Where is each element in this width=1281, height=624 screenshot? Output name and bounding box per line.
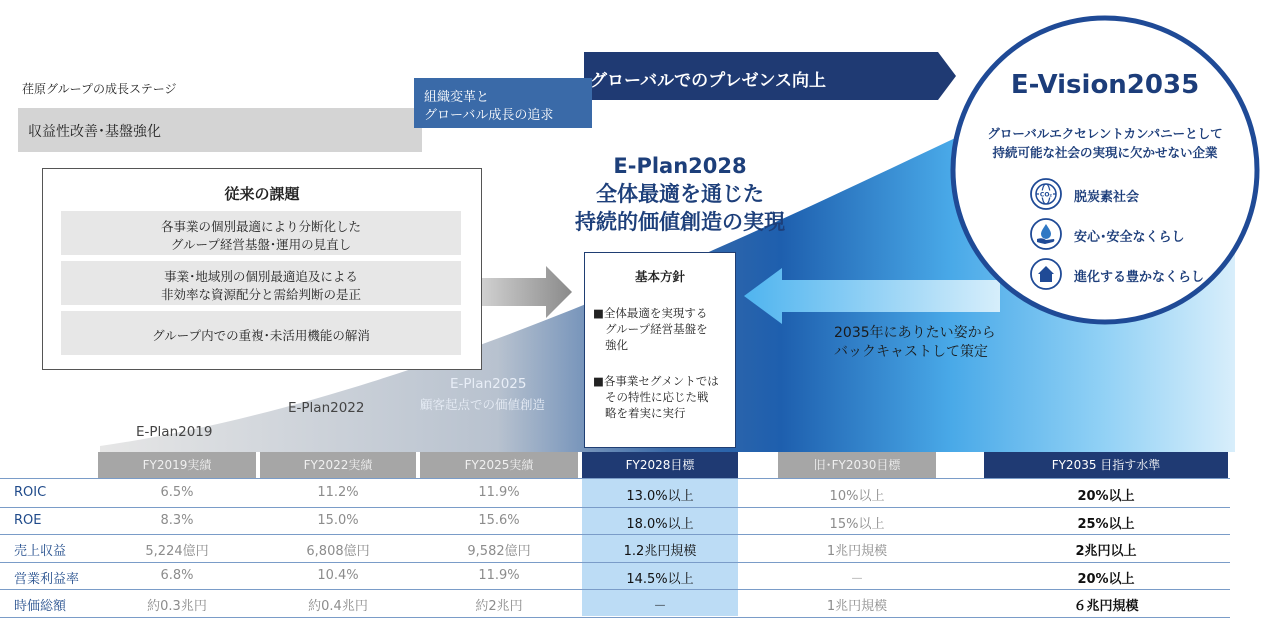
- eplan2025-subtitle: 顧客起点での価値創造: [420, 397, 546, 412]
- row-label: ROE: [14, 512, 42, 528]
- table-divider: [0, 478, 1230, 479]
- table-cell: 9,582億円: [467, 544, 531, 559]
- stage-bar-text: 収益性改善･基盤強化: [28, 124, 161, 140]
- stage-bar-profitability: [18, 108, 422, 152]
- stage-org-change: [414, 78, 592, 128]
- table-cell: 1兆円規模: [826, 599, 888, 614]
- org-change-line-2: グローバル成長の追求: [424, 108, 554, 123]
- header-fy2035: FY2035 目指す水準: [984, 452, 1228, 478]
- table-divider: [0, 589, 1230, 590]
- table-cell: －: [653, 599, 667, 614]
- row-label: 時価総額: [14, 599, 67, 614]
- header-fy2028: FY2028目標: [582, 452, 738, 478]
- table-cell: 5,224億円: [145, 544, 209, 559]
- row-label: 営業利益率: [14, 571, 80, 587]
- table-cell: 2兆円以上: [1075, 544, 1137, 559]
- table-cell: 約2兆円: [475, 599, 523, 614]
- table-cell: 15.6%: [478, 512, 520, 528]
- gray-right-arrow: [482, 266, 572, 318]
- policy-line: その特性に応じた戦: [605, 390, 709, 404]
- table-cell: 15%以上: [829, 516, 885, 532]
- eplan2028-title: [530, 152, 830, 236]
- policy-line: 略を着実に実行: [605, 406, 686, 420]
- issues-title: 従来の課題: [224, 185, 300, 203]
- goal-safe-living: 安心･安全なくらし: [1074, 230, 1185, 245]
- table-cell: 1兆円規模: [826, 544, 888, 559]
- table-cell: 13.0%以上: [626, 489, 694, 504]
- eplan2028-line: 持続的価値創造の実現: [575, 210, 785, 234]
- vision-subtitle-line: 持続可能な社会の実現に欠かせない企業: [992, 145, 1218, 160]
- table-cell: 20%以上: [1077, 571, 1135, 587]
- goal-decarbonized-society: 脱炭素社会: [1074, 190, 1140, 205]
- row-label: 売上収益: [14, 544, 67, 559]
- table-divider: [0, 534, 1230, 535]
- policy-line: ■全体最適を実現する: [593, 306, 708, 320]
- house-icon: [1030, 258, 1062, 290]
- header-fy2025: FY2025実績: [420, 452, 578, 478]
- table-cell: 10%以上: [829, 489, 885, 504]
- issue-item-line: グループ内での重複･未活用機能の解消: [152, 328, 370, 343]
- growth-stage-label: 荏原グループの成長ステージ: [22, 82, 177, 96]
- table-divider: [0, 562, 1230, 563]
- policy-line: 強化: [605, 338, 628, 352]
- issue-item-line: 各事業の個別最適により分断化した: [160, 219, 361, 234]
- backcast-line: 2035年にありたい姿から: [834, 325, 996, 341]
- eplan2025-label: E-Plan2025: [450, 376, 527, 392]
- svg-text:CO₂: CO₂: [1039, 191, 1053, 199]
- table-divider: [0, 617, 1230, 618]
- table-cell: 6,808億円: [306, 544, 370, 559]
- vision-title: E-Vision2035: [1010, 70, 1200, 100]
- eplan2022-label: E-Plan2022: [288, 400, 365, 416]
- issue-item-line: グループ経営基盤･運用の見直し: [170, 237, 352, 252]
- basic-policy-box: [584, 252, 736, 448]
- table-cell: 15.0%: [317, 512, 359, 528]
- eplan2028-line: E-Plan2028: [613, 154, 747, 178]
- vision-subtitle-line: グローバルエクセレントカンパニーとして: [987, 126, 1223, 141]
- table-cell: 1.2兆円規模: [623, 544, 697, 559]
- issue-item: [61, 261, 461, 305]
- goal-rich-living: 進化する豊かなくらし: [1074, 270, 1205, 285]
- header-fy2019: FY2019実績: [98, 452, 256, 478]
- issue-item-line: 非効率な資源配分と需給判断の是正: [160, 287, 361, 302]
- table-cell: 約0.4兆円: [308, 599, 368, 614]
- table-cell: 11.9%: [478, 485, 520, 500]
- backcast-line: バックキャストして策定: [834, 344, 988, 360]
- backcast-note: [834, 324, 996, 362]
- table-cell: 6.8%: [160, 567, 194, 583]
- table-cell: 8.3%: [160, 512, 194, 528]
- table-cell: 20%以上: [1077, 489, 1135, 504]
- issues-box: [42, 168, 482, 370]
- issue-item: [61, 311, 461, 355]
- table-cell: 18.0%以上: [626, 516, 694, 532]
- table-cell: 14.5%以上: [626, 571, 694, 587]
- global-presence-title: グローバルでのプレゼンス向上: [590, 71, 826, 91]
- table-cell: 11.9%: [478, 567, 520, 583]
- table-cell: －: [850, 571, 864, 587]
- table-divider: [0, 507, 1230, 508]
- water-drop-hand-icon: [1030, 218, 1062, 250]
- basic-policy-title: 基本方針: [634, 269, 685, 284]
- table-cell: 約0.3兆円: [147, 599, 207, 614]
- eplan2028-line: 全体最適を通じた: [596, 182, 764, 206]
- table-cell: 11.2%: [317, 485, 359, 500]
- table-cell: 10.4%: [317, 567, 359, 583]
- table-cell: ６兆円規模: [1073, 599, 1139, 614]
- header-fy2022: FY2022実績: [260, 452, 416, 478]
- issue-item-line: 事業･地域別の個別最適追及による: [164, 269, 358, 284]
- policy-line: ■各事業セグメントでは: [593, 374, 719, 388]
- row-label: ROIC: [14, 485, 47, 500]
- table-cell: 25%以上: [1077, 516, 1135, 532]
- table-cell: 6.5%: [160, 485, 194, 500]
- org-change-line-1: 組織変革と: [424, 90, 490, 105]
- issue-item: [61, 211, 461, 255]
- policy-line: グループ経営基盤を: [605, 322, 708, 336]
- header-old-fy2030: 旧･FY2030目標: [778, 452, 936, 478]
- co2-globe-icon: [1030, 178, 1062, 210]
- eplan2019-label: E-Plan2019: [136, 424, 213, 440]
